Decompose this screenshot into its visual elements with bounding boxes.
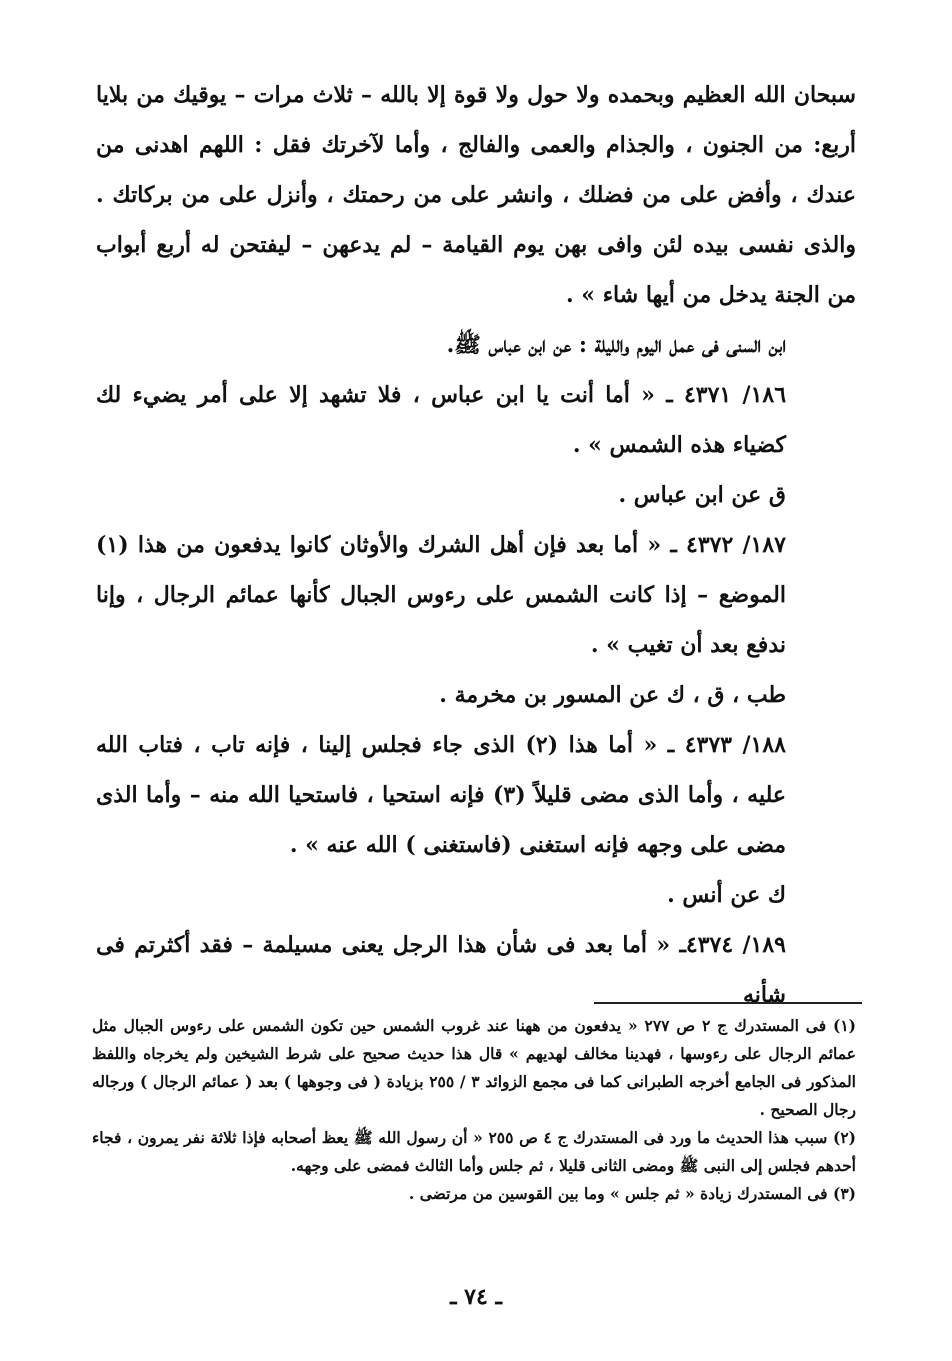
hadith-paragraph: سبحان الله العظيم وبحمده ولا حول ولا قوة إلا بالله – ثلاث مرات – يوقيك من بلايا أربع: من الجنون ، والجذام والعمى والفالج ، وأما لآخرتك فقل : اللهم اهدنى من عندك ، وأفض على من فضلك ، وانشر على من رحمتك ، وأنزل على من بركاتك . والذى نفسى بيده لئن وافى بهن يوم القيامة – لم يدعهن – ليفتحن له أربع أبواب من الجنة يدخل من أيها شاء » . — [96, 82, 856, 308]
hadith-188: ١٨٨/ ٤٣٧٣ ـ « أما هذا (٢) الذى جاء فجلس إلينا ، فإنه تاب ، فتاب الله عليه ، وأما الذى مضى قليلاً (٣) فإنه استحيا ، فاستحيا الله منه – وأما الذى مضى على وجهه فإنه استغنى (فاستغنى ) الله عنه » . — [96, 732, 787, 858]
source-citation: ابن السنى فى عمل اليوم والليلة : عن ابن عباس ﷺ. — [446, 332, 786, 358]
hadith-186: ١٨٦/ ٤٣٧١ ـ « أما أنت يا ابن عباس ، فلا تشهد إلا على أمر يضيء لك كضياء هذه الشمس » . — [96, 382, 787, 458]
hadith-187: ١٨٧/ ٤٣٧٢ ـ « أما بعد فإن أهل الشرك والأوثان كانوا يدفعون من هذا (١) الموضع – إذا كانت الشمس على رءوس الجبال كأنها عمائم الرجال ، وإنا ندفع بعد أن تغيب » . — [96, 532, 786, 658]
source-citation: ك عن أنس . — [667, 882, 786, 908]
hadith-189: ١٨٩/ ٤٣٧٤ـ « أما بعد فى شأن هذا الرجل يعنى مسيلمة – فقد أكثرتم فى شأنه — [96, 932, 786, 1008]
source-citation: ق عن ابن عباس . — [618, 482, 786, 508]
page-number: ـ ٧٤ ـ — [450, 1284, 502, 1310]
source-citation: طب ، ق ، ك عن المسور بن مخرمة . — [439, 682, 786, 708]
footnote-1: (١) فى المستدرك ج ٢ ص ٢٧٧ « يدفعون من ههنا عند غروب الشمس حين تكون الشمس على رءوس الجبال مثل عمائم الرجال على رءوسها ، فهدينا مخالف لهديهم » قال هذا حديث صحيح على شرط الشيخين ولم يخرجاه واللفظ المذكور فى الجامع أخرجه الطبرانى كما فى مجمع الزوائد ٣ / ٢٥٥ بزيادة ( فى وجوهها ) بعد ( عمائم الرجال ) ورجاله رجال الصحيح . — [92, 1016, 856, 1119]
footnote-separator — [594, 1002, 862, 1004]
footnote-3: (٣) فى المستدرك زيادة « ثم جلس » وما بين القوسين من مرتضى . — [408, 1184, 856, 1203]
main-text — [96, 70, 856, 1020]
footnote-2: (٢) سبب هذا الحديث ما ورد فى المستدرك ج ٤ ص ٢٥٥ « أن رسول الله ﷺ يعظ أصحابه فإذا ثلاثة نفر يمرون ، فجاء أحدهم فجلس إلى النبى ﷺ ومضى الثانى قليلا ، ثم جلس وأما الثالث فمضى على وجهه. — [92, 1128, 856, 1175]
footnotes — [92, 1012, 856, 1208]
